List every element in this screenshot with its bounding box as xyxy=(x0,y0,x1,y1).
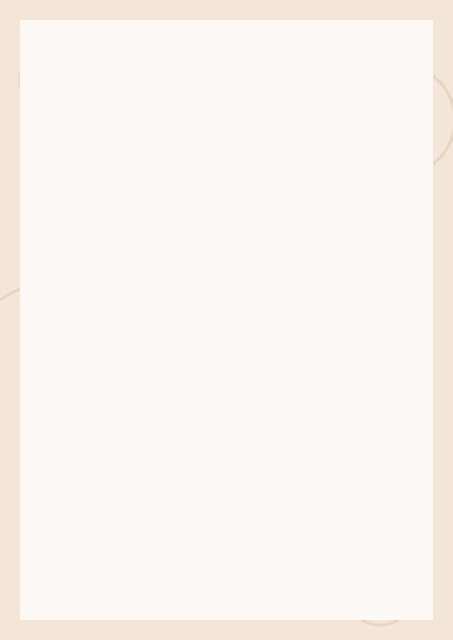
document-page xyxy=(20,20,433,620)
